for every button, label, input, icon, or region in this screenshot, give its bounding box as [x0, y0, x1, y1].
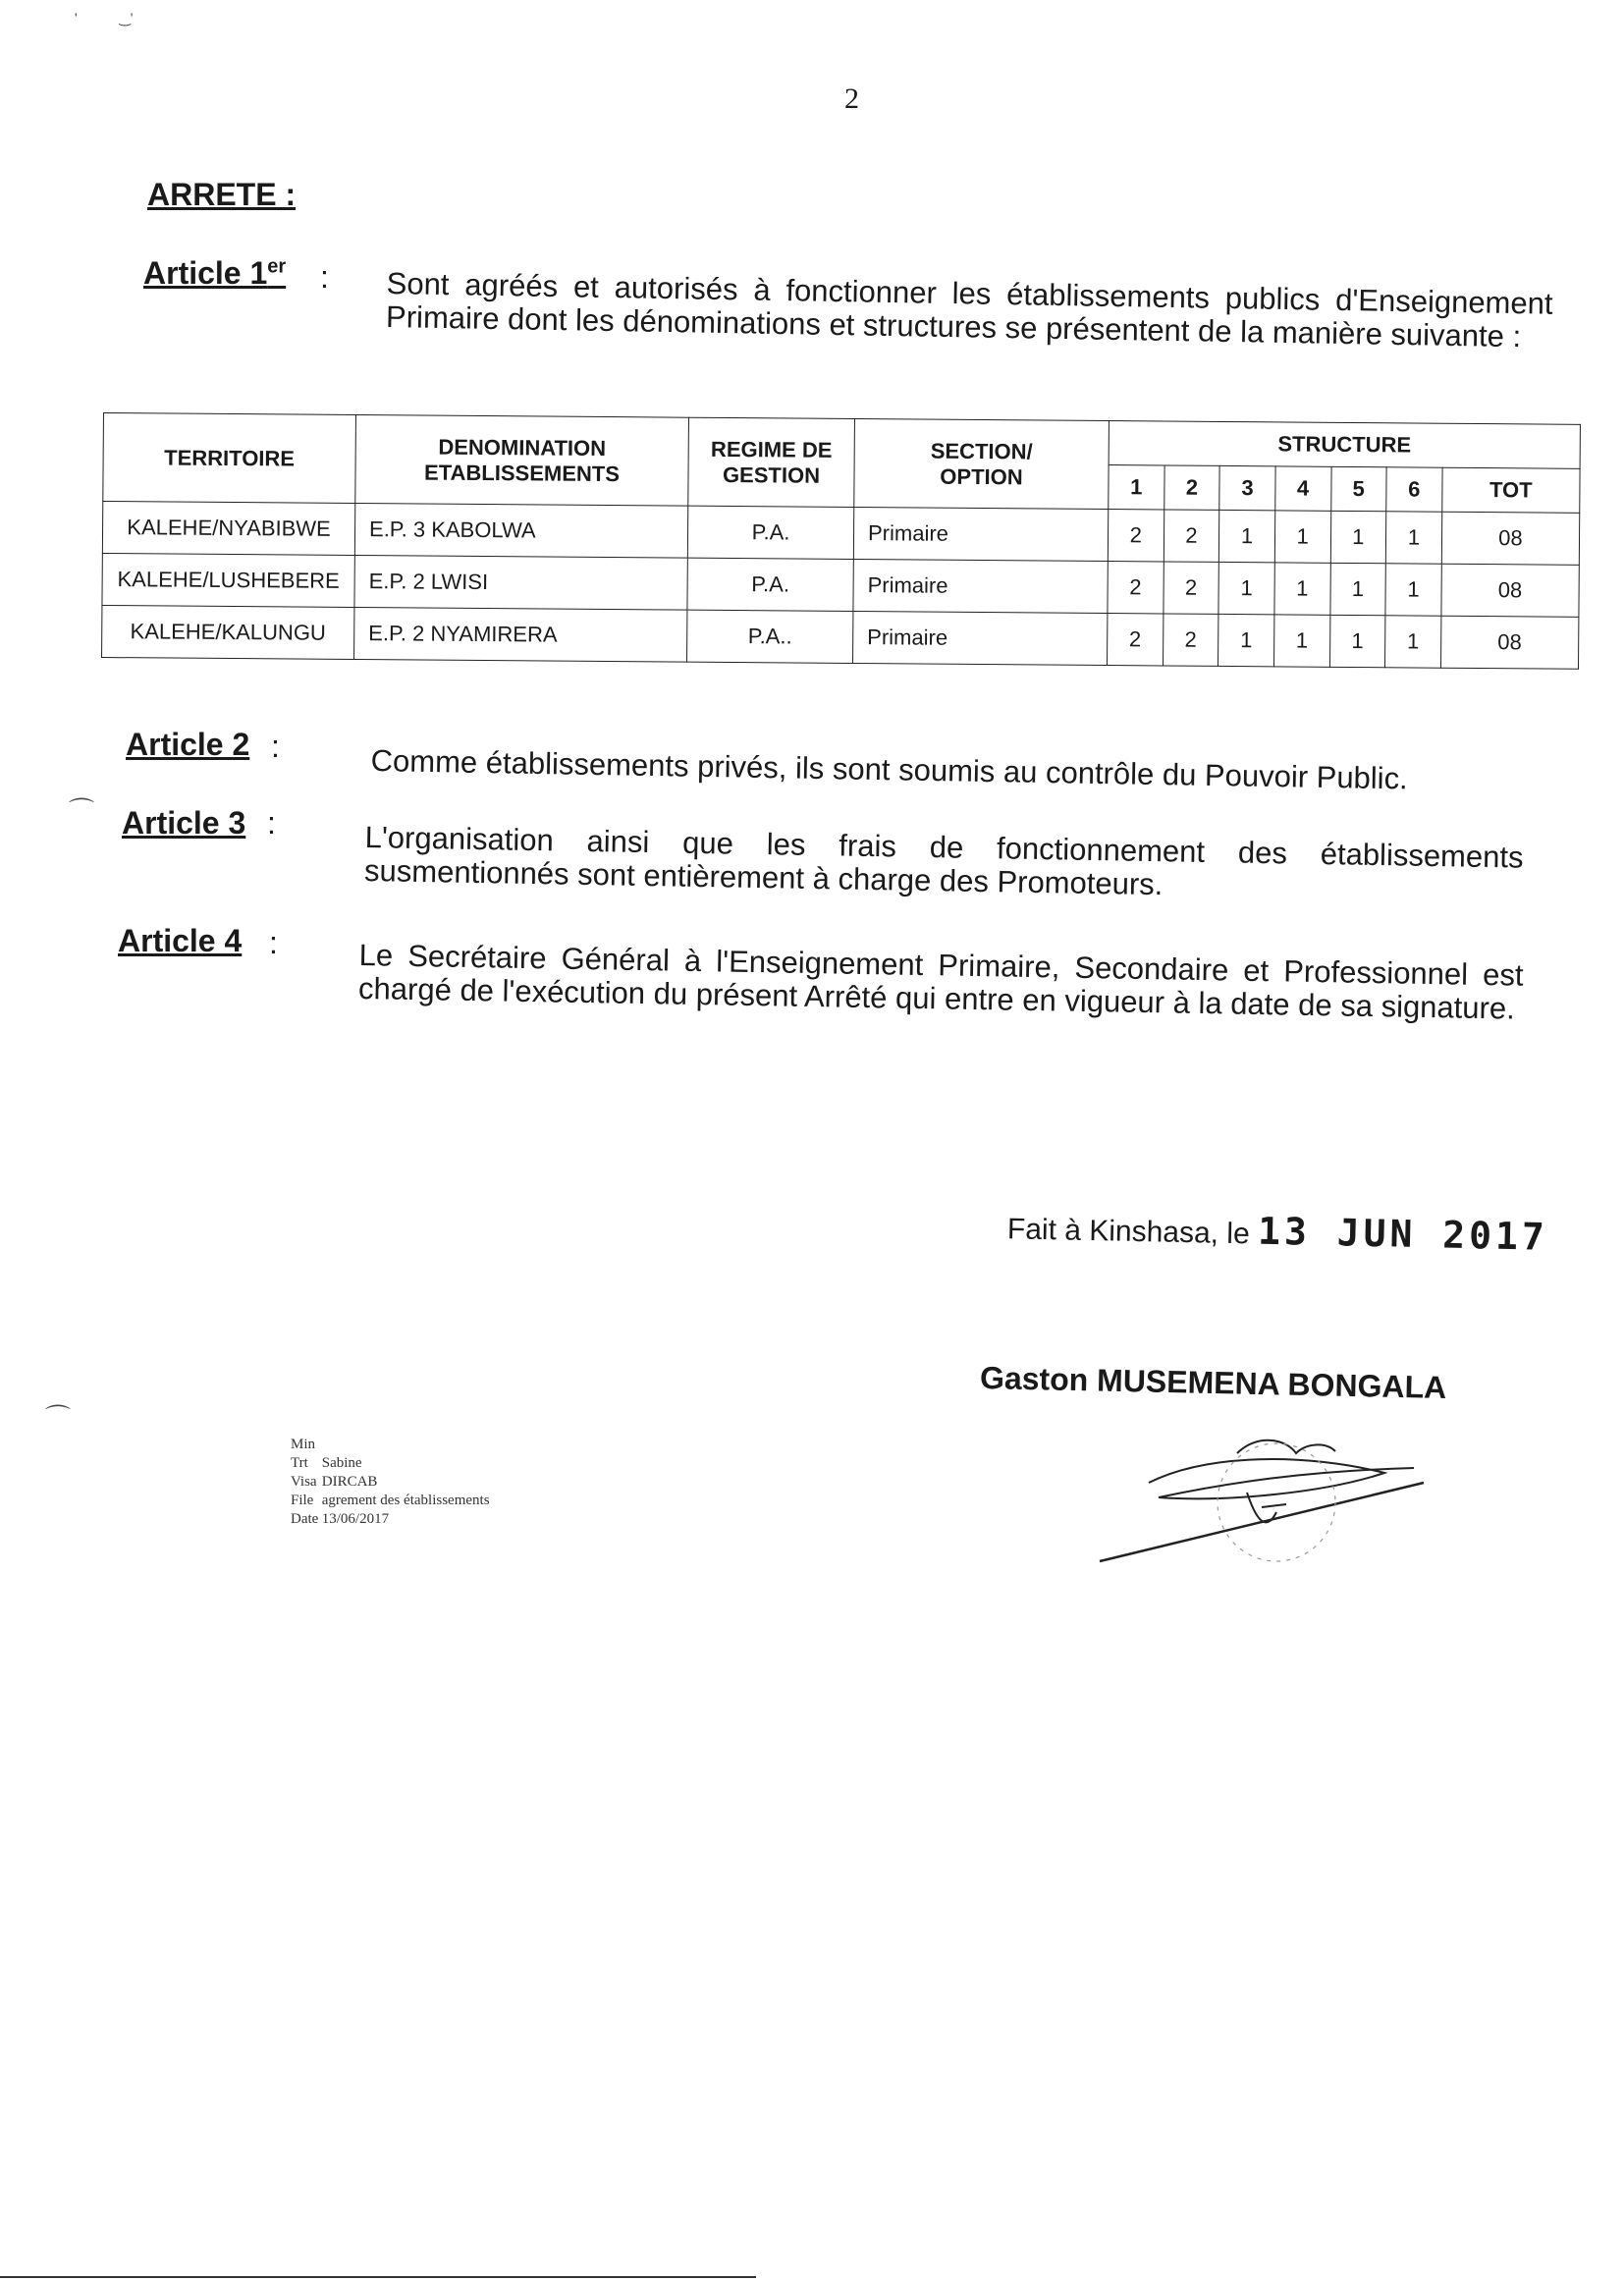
routing-date: [291, 1510, 490, 1529]
header-structure-3: 3: [1219, 465, 1275, 510]
cell-tot: 08: [1441, 564, 1580, 617]
routing-visa: [291, 1473, 490, 1492]
header-structure-2: 2: [1164, 465, 1219, 510]
header-structure: STRUCTURE: [1109, 421, 1580, 469]
cell-regime: P.A.: [687, 506, 853, 559]
header-structure-tot: TOT: [1441, 467, 1580, 513]
cell-s1: 2: [1108, 562, 1164, 614]
cell-section: Primaire: [853, 508, 1108, 562]
routing-file-value: agrement des établissements: [321, 1493, 490, 1508]
cell-s4: 1: [1274, 563, 1330, 615]
cell-s1: 2: [1108, 614, 1164, 666]
cell-section: Primaire: [853, 560, 1108, 614]
cell-etablissement: E.P. 3 KABOLWA: [354, 504, 687, 559]
cell-regime: P.A..: [687, 610, 853, 663]
cell-etablissement: E.P. 2 LWISI: [354, 556, 687, 611]
date-stamp: 13 JUN 2017: [1257, 1209, 1549, 1259]
cell-territoire: KALEHE/LUSHEBERE: [102, 553, 354, 607]
header-structure-5: 5: [1330, 466, 1386, 511]
cell-s4: 1: [1273, 615, 1329, 667]
routing-visa-value: DIRCAB: [321, 1474, 378, 1490]
header-regime-2: GESTION: [722, 462, 821, 488]
handwritten-signature: [1090, 1414, 1443, 1581]
cell-etablissement: E.P. 2 NYAMIRERA: [354, 608, 687, 663]
scan-edge-line: [0, 2276, 756, 2278]
routing-trt-key: Trt: [291, 1455, 308, 1471]
routing-min-key: Min: [291, 1437, 316, 1452]
cell-tot: 08: [1441, 512, 1580, 565]
routing-trt: [291, 1454, 490, 1473]
header-territoire: TERRITOIRE: [164, 444, 296, 471]
cell-s6: 1: [1385, 616, 1441, 668]
cell-territoire: KALEHE/KALUNGU: [102, 605, 354, 659]
article-3-label: Article 3: [122, 805, 246, 841]
routing-trt-value: Sabine: [321, 1455, 362, 1471]
routing-min: [291, 1436, 490, 1454]
table-header-row: [103, 413, 1580, 469]
article-3-text: L'organisation ainsi que les frais de fonctionnement des établissements susmentionnés sont entièrement à charge des Promoteurs.: [363, 820, 1524, 902]
cell-tot: 08: [1440, 616, 1579, 669]
article-4-label: Article 4: [118, 923, 243, 958]
article-2-colon: :: [271, 729, 280, 764]
cell-s2: 2: [1163, 614, 1218, 666]
routing-file: [291, 1492, 490, 1510]
col-regime: [688, 417, 855, 507]
cell-s3: 1: [1218, 614, 1274, 666]
cell-s6: 1: [1385, 512, 1441, 564]
cell-s1: 2: [1108, 510, 1164, 562]
header-structure-1: 1: [1109, 465, 1164, 510]
margin-mark: ⌒: [69, 796, 95, 826]
cell-territoire: KALEHE/NYABIBWE: [102, 502, 354, 556]
article-3-colon: :: [267, 805, 276, 841]
cell-s4: 1: [1274, 511, 1330, 563]
header-denomination-2: ETABLISSEMENTS: [424, 460, 621, 486]
margin-mark: ⌒: [45, 1403, 72, 1433]
article-1-label-text: Article 1: [143, 255, 268, 291]
place-and-date: [1007, 1204, 1549, 1259]
cell-s6: 1: [1385, 564, 1441, 616]
col-section: [854, 419, 1110, 510]
routing-visa-key: Visa: [291, 1474, 317, 1490]
place-text: Fait à Kinshasa, le: [1006, 1213, 1251, 1251]
cell-s2: 2: [1164, 510, 1219, 562]
article-1-colon: :: [320, 259, 329, 295]
article-4-colon: :: [269, 925, 278, 960]
cell-s5: 1: [1330, 511, 1386, 563]
cell-s3: 1: [1218, 562, 1274, 614]
scan-mark: ' ‿': [75, 10, 134, 26]
cell-s5: 1: [1329, 563, 1385, 615]
routing-file-key: File: [291, 1493, 314, 1508]
article-1-label: [143, 255, 286, 292]
cell-s2: 2: [1164, 562, 1219, 614]
signatory-name: Gaston MUSEMENA BONGALA: [979, 1360, 1447, 1405]
header-regime-1: REGIME DE: [710, 436, 833, 462]
header-section-2: OPTION: [940, 463, 1023, 489]
routing-block: [291, 1436, 490, 1529]
header-denomination-1: DENOMINATION: [438, 434, 607, 461]
routing-date-key: Date: [291, 1511, 319, 1527]
article-1-sup: er: [267, 255, 287, 278]
col-denomination: [355, 415, 689, 507]
header-structure-4: 4: [1275, 466, 1331, 511]
cell-section: Primaire: [853, 612, 1108, 666]
article-4-text: Le Secrétaire Général à l'Enseignement Primaire, Secondaire et Professionnel est chargé de l'exécution du présent Arrêté qui entre en vigueur à la date de sa signature.: [357, 938, 1524, 1026]
article-2-label: Article 2: [126, 727, 250, 762]
article-1-text: Sont agréés et autorisés à fonctionner les établissements publics d'Enseignement Primaire dont les dénominations et structures se présentent de la manière suivante :: [385, 266, 1553, 354]
routing-date-value: 13/06/2017: [321, 1511, 390, 1527]
document-heading: ARRETE :: [147, 177, 297, 212]
header-section-1: SECTION/: [930, 438, 1033, 463]
cell-s3: 1: [1219, 510, 1275, 562]
schools-structure-table: [101, 412, 1581, 670]
table-row: [102, 605, 1579, 669]
cell-s5: 1: [1329, 615, 1385, 667]
page-number: 2: [844, 82, 859, 115]
header-structure-6: 6: [1386, 467, 1442, 512]
col-territoire: [103, 413, 356, 504]
article-2-text: Comme établissements privés, ils sont soumis au contrôle du Pouvoir Public.: [370, 743, 1409, 796]
cell-regime: P.A.: [687, 558, 853, 611]
